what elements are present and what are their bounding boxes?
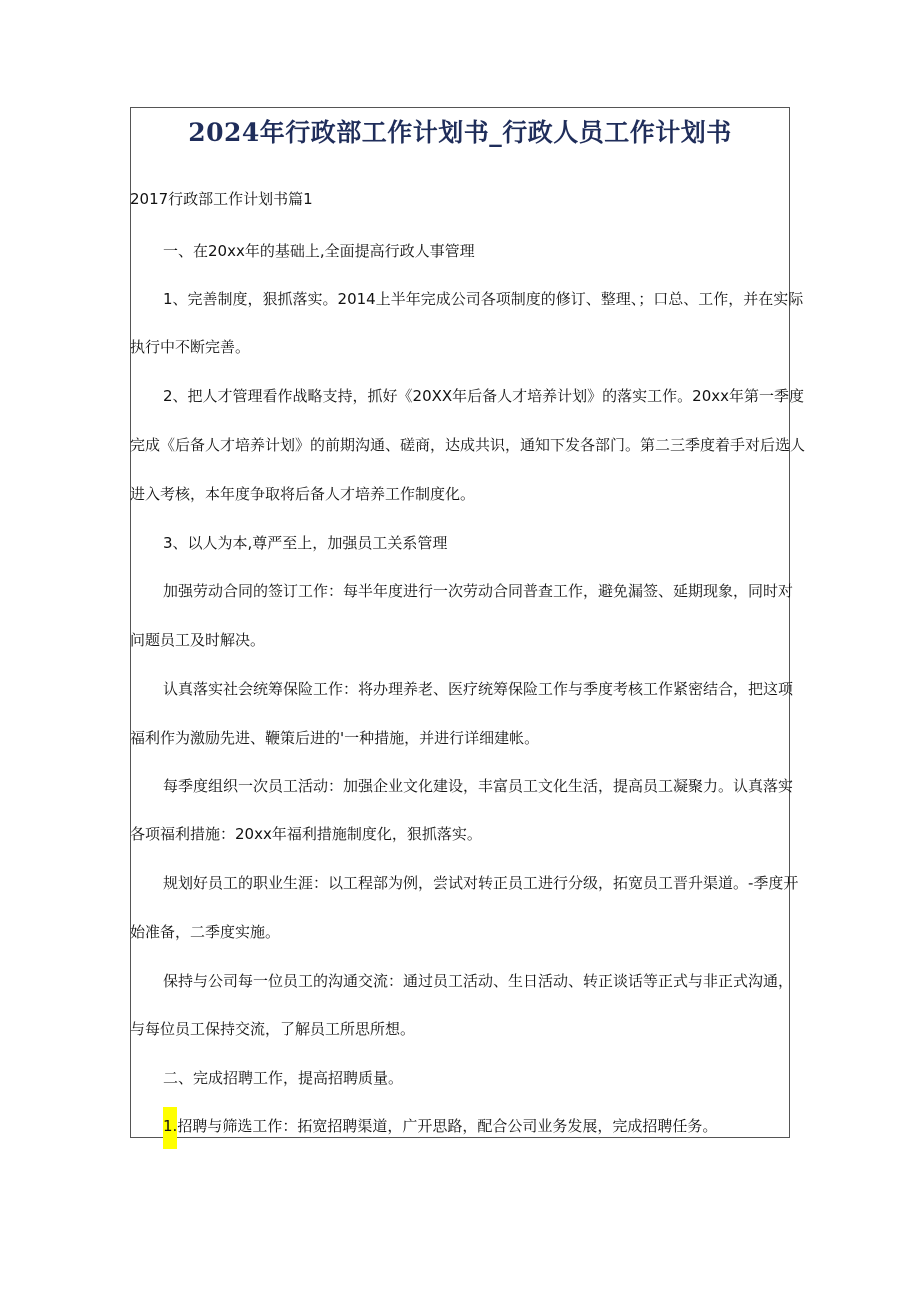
item-2-line-3: 进入考核，本年度争取将后备人才培养工作制度化。: [130, 485, 476, 503]
insurance-line-1: 认真落实社会统筹保险工作：将办理养老、医疗统筹保险工作与季度考核工作紧密结合，把这项: [163, 680, 794, 698]
communication-line-2: 与每位员工保持交流，了解员工所思所想。: [130, 1020, 416, 1038]
recruit-item-number: 1.: [163, 1107, 177, 1149]
item-1-line-1: 1、完善制度，狠抓落实。2014上半年完成公司各项制度的修订、整理、；口总、工作，并在实际: [163, 290, 804, 308]
career-line-2: 始准备，二季度实施。: [130, 923, 281, 941]
contract-line-2: 问题员工及时解决。: [130, 631, 266, 649]
career-line-1: 规划好员工的职业生涯：以工程部为例，尝试对转正员工进行分级，拓宽员工晋升渠道。-季度开: [163, 874, 799, 892]
item-3-heading: 3、以人为本,尊严至上，加强员工关系管理: [163, 534, 448, 552]
communication-line-1: 保持与公司每一位员工的沟通交流：通过员工活动、生日活动、转正谈话等正式与非正式沟通，: [163, 972, 794, 990]
item-1-line-2: 执行中不断完善。: [130, 338, 251, 356]
activity-line-2: 各项福利措施：20xx年福利措施制度化，狠抓落实。: [130, 825, 482, 843]
contract-line-1: 加强劳动合同的签订工作：每半年度进行一次劳动合同普查工作，避免漏签、延期现象，同时对: [163, 582, 794, 600]
item-2-line-1: 2、把人才管理看作战略支持，抓好《20XX年后备人才培养计划》的落实工作。20xx年第一季度: [163, 387, 805, 405]
insurance-line-2: 福利作为激励先进、鞭策后进的'一种措施，并进行详细建帐。: [130, 729, 540, 747]
section-1-heading: 一、在20xx年的基础上,全面提高行政人事管理: [163, 242, 475, 260]
recruit-item-text: 招聘与筛选工作：拓宽招聘渠道，广开思路，配合公司业务发展，完成招聘任务。: [177, 1117, 718, 1135]
document-title: 2024年行政部工作计划书_行政人员工作计划书: [188, 118, 732, 147]
section-2-heading: 二、完成招聘工作，提高招聘质量。: [163, 1069, 404, 1087]
document-subtitle: 2017行政部工作计划书篇1: [130, 190, 313, 208]
item-2-line-2: 完成《后备人才培养计划》的前期沟通、磋商，达成共识，通知下发各部门。第二三季度着手对后选人: [130, 436, 806, 454]
activity-line-1: 每季度组织一次员工活动：加强企业文化建设，丰富员工文化生活，提高员工凝聚力。认真落实: [163, 777, 794, 795]
recruit-item: [163, 1107, 717, 1149]
